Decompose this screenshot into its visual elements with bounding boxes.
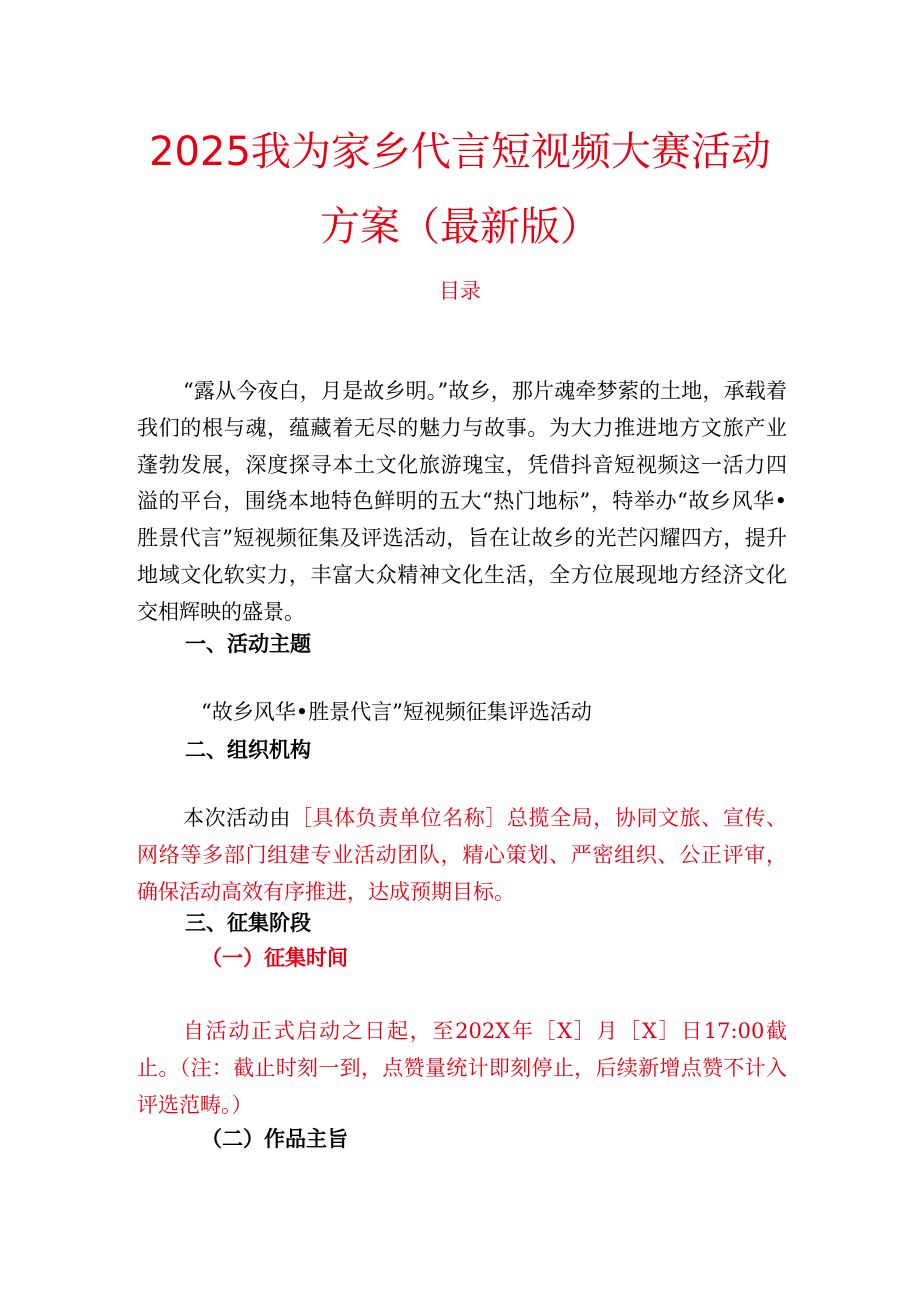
section-3-sub-1-heading: （一）征集时间 xyxy=(201,946,348,970)
organization-paragraph-prefix: 本次活动由 xyxy=(183,806,291,830)
table-of-contents-label: 目录 xyxy=(439,279,481,303)
section-3-heading: 三、征集阶段 xyxy=(185,911,311,935)
section-2-heading: 二、组织机构 xyxy=(185,738,311,762)
organization-paragraph-highlight: ［具体负责单位名称］总揽全局，协同文旅、宣传、网络等多部门组建专业活动团队，精心策划、严密组织、公正评审，确保活动高效有序推进，达成预期目标。 xyxy=(137,806,788,904)
intro-paragraph: “露从今夜白，月是故乡明。”故乡，那片魂牵梦萦的土地，承载着我们的根与魂，蕴藏着无尽的魅力与故事。为大力推进地方文旅产业蓬勃发展，深度探寻本土文化旅游瑰宝，凭借抖音短视频这一活力四溢的平台，围绕本地特色鲜明的五大“热门地标”，特举办“故乡风华•胜景代言”短视频征集及评选活动，旨在让故乡的光芒闪耀四方，提升地域文化软实力，丰富大众精神文化生活，全方位展现地方经济文化交相辉映的盛景。 xyxy=(137,379,787,624)
organization-paragraph xyxy=(137,800,787,910)
document-title-line-1: 2025我为家乡代言短视频大赛活动 xyxy=(149,129,771,175)
collection-time-paragraph: 自活动正式启动之日起，至202X年［X］月［X］日17:00截止。（注：截止时刻一到，点赞量统计即刻停止，后续新增点赞不计入评选范畴。） xyxy=(137,1019,787,1117)
document-title-line-2: 方案（最新版） xyxy=(320,204,600,250)
activity-theme-text: “故乡风华•胜景代言”短视频征集评选活动 xyxy=(201,700,592,724)
section-3-sub-2-heading: （二）作品主旨 xyxy=(201,1127,348,1151)
section-1-heading: 一、活动主题 xyxy=(185,632,311,656)
